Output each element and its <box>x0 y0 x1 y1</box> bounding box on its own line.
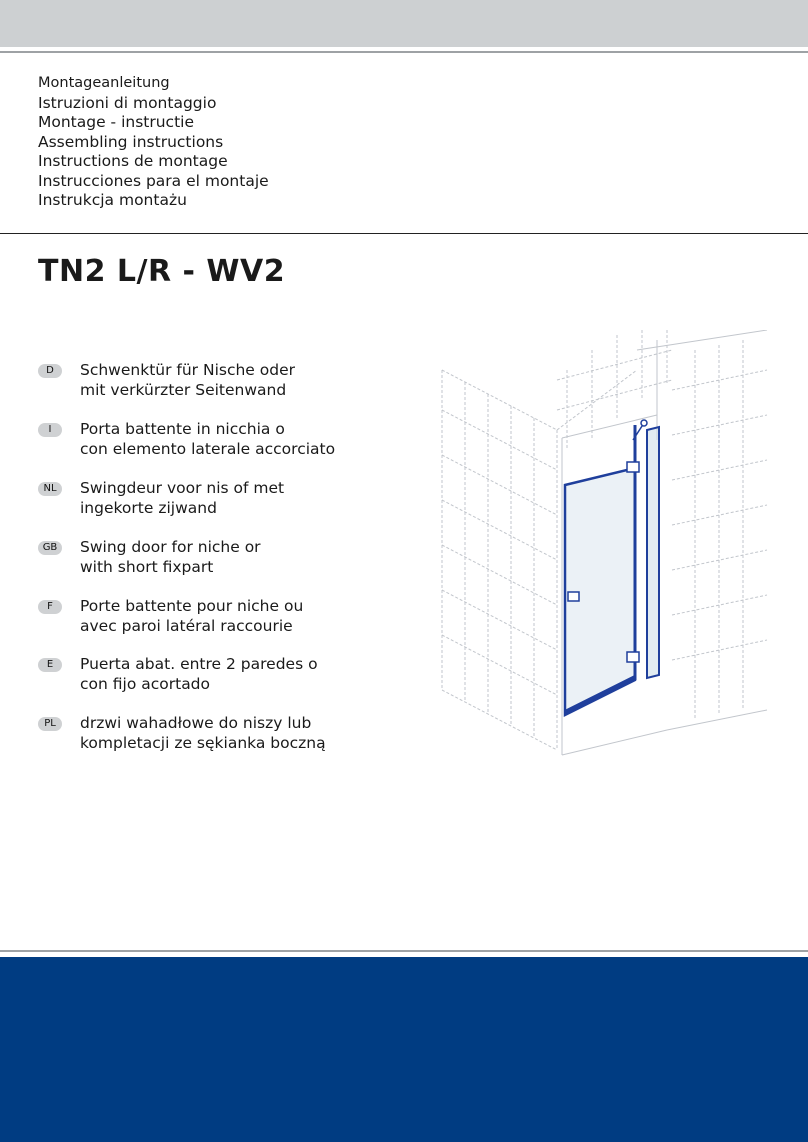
description-line: con elemento laterale accorciato <box>80 440 336 458</box>
description-line: avec paroi latéral raccourie <box>80 617 293 635</box>
instruction-titles <box>38 74 269 211</box>
tiled-wall-left <box>442 370 557 750</box>
description-line: ingekorte zijwand <box>80 499 217 517</box>
title-es: Instrucciones para el montaje <box>38 171 269 190</box>
language-badge: PL <box>38 717 62 731</box>
swing-door-glass <box>565 425 635 715</box>
description-line: Schwenktür für Nische oder <box>80 361 295 379</box>
door-handle-icon <box>568 592 579 601</box>
header-rule <box>0 51 808 53</box>
title-fr: Instructions de montage <box>38 152 228 170</box>
model-title: TN2 L/R - WV2 <box>38 254 286 289</box>
description-line: with short fixpart <box>80 558 214 576</box>
section-divider <box>0 233 808 234</box>
floor-outline <box>562 710 767 755</box>
footer-rule <box>0 950 808 952</box>
title-it: Istruzioni di montaggio <box>38 93 217 112</box>
language-badge: GB <box>38 541 62 555</box>
description-line: mit verkürzter Seitenwand <box>80 381 287 399</box>
title-nl: Montage - instructie <box>38 113 194 131</box>
header-band <box>0 0 808 47</box>
language-badge: F <box>38 600 62 614</box>
language-badge: NL <box>38 482 62 496</box>
description-line: Swing door for niche or <box>80 538 261 556</box>
description-line: kompletacji ze sękianka boczną <box>80 734 326 752</box>
language-badge: E <box>38 658 62 672</box>
description-line: Swingdeur voor nis of met <box>80 479 285 497</box>
footer-band <box>0 957 808 1142</box>
language-badge: I <box>38 423 62 437</box>
language-badge: D <box>38 364 62 378</box>
title-gb: Assembling instructions <box>38 132 224 151</box>
tiled-wall-right <box>672 340 767 720</box>
title-pl: Instrukcja montażu <box>38 191 187 209</box>
title-de: Montageanleitung <box>38 75 170 91</box>
description-line: Porte battente pour niche ou <box>80 597 304 615</box>
fixed-glass-panel <box>647 427 659 678</box>
description-line: con fijo acortado <box>80 675 211 693</box>
description-line: Porta battente in nicchia o <box>80 420 285 438</box>
shower-door-illustration <box>437 330 772 760</box>
description-line: Puerta abat. entre 2 paredes o <box>80 655 318 673</box>
description-line: drzwi wahadłowe do niszy lub <box>80 714 312 732</box>
